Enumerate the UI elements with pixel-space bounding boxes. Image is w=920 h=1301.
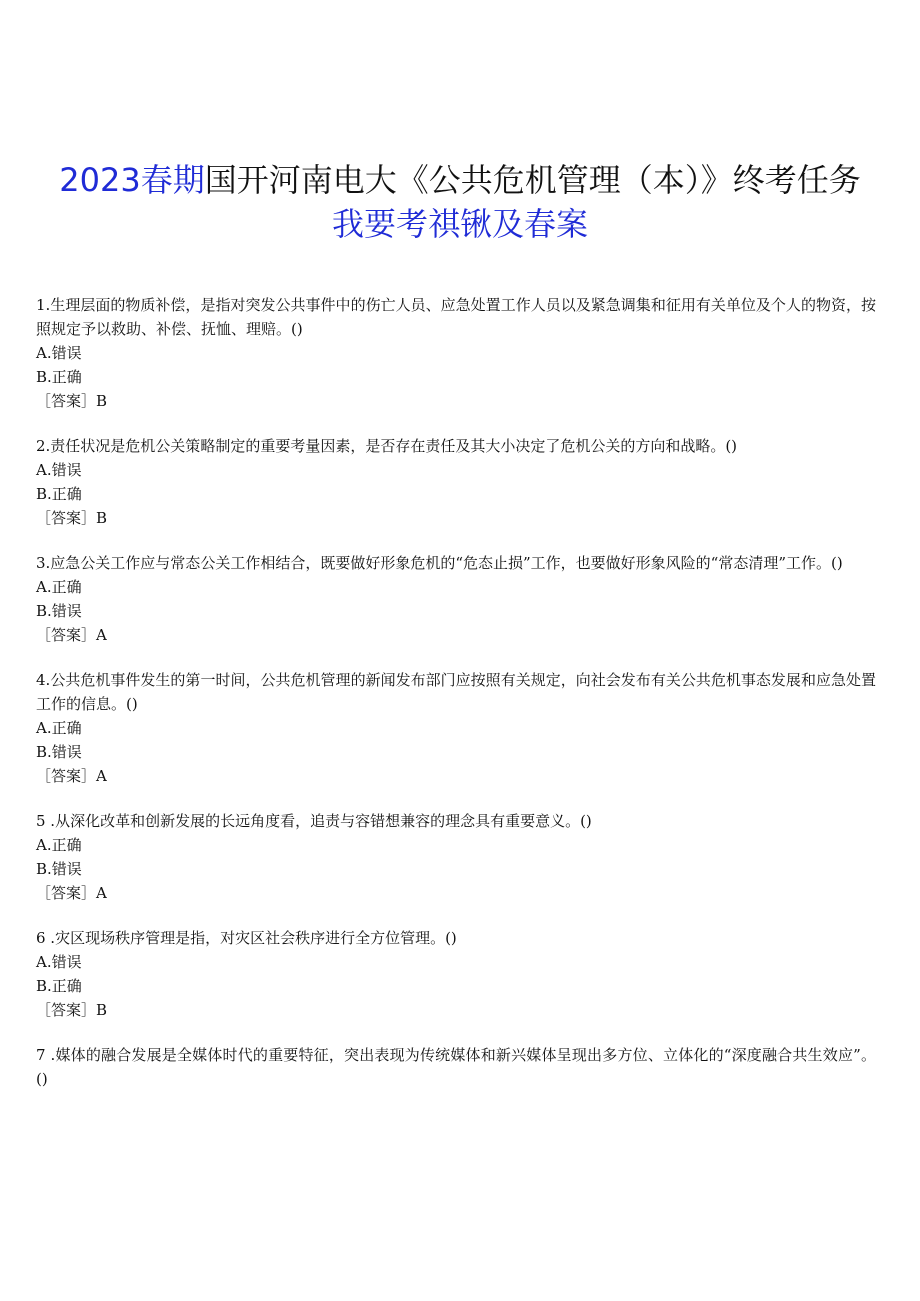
question-stem: 6 .灾区现场秩序管理是指，对灾区社会秩序进行全方位管理。() xyxy=(36,929,457,947)
option-a: A.正确 xyxy=(36,578,82,596)
question-stem: 3.应急公关工作应与常态公关工作相结合，既要做好形象危机的“危态止损”工作，也要做好形象风险的“常态清理”工作。() xyxy=(36,554,843,572)
question-item xyxy=(36,926,876,1022)
option-a: A.错误 xyxy=(36,344,82,362)
answer-line: ［答案］B xyxy=(36,1001,108,1019)
title-term: 2023春期 xyxy=(59,161,205,199)
answer-line: ［答案］A xyxy=(36,626,107,644)
question-stem: 4.公共危机事件发生的第一时间，公共危机管理的新闻发布部门应按照有关规定，向社会发布有关公共危机事态发展和应急处置工作的信息。() xyxy=(36,671,876,713)
question-item xyxy=(36,293,876,413)
question-item xyxy=(36,434,876,530)
answer-line: ［答案］A xyxy=(36,767,107,785)
question-item xyxy=(36,551,876,647)
option-a: A.错误 xyxy=(36,953,82,971)
question-item xyxy=(36,668,876,788)
question-item xyxy=(36,1043,876,1091)
question-stem: 2.责任状况是危机公关策略制定的重要考量因素，是否存在责任及其大小决定了危机公关的方向和战略。() xyxy=(36,437,738,455)
option-b: B.正确 xyxy=(36,368,82,386)
document-title xyxy=(30,158,890,246)
option-b: B.正确 xyxy=(36,485,82,503)
question-stem: 5 .从深化改革和创新发展的长远角度看，追责与容错想兼容的理念具有重要意义。() xyxy=(36,812,592,830)
question-list xyxy=(36,293,876,1112)
question-item xyxy=(36,809,876,905)
answer-line: ［答案］B xyxy=(36,509,108,527)
answer-line: ［答案］B xyxy=(36,392,108,410)
option-a: A.正确 xyxy=(36,836,82,854)
question-stem: 7 .媒体的融合发展是全媒体时代的重要特征，突出表现为传统媒体和新兴媒体呈现出多方位、立体化的“深度融合共生效应”。() xyxy=(36,1046,876,1088)
option-b: B.错误 xyxy=(36,743,82,761)
option-a: A.错误 xyxy=(36,461,82,479)
title-main: 国开河南电大《公共危机管理（本）》终考任务 xyxy=(204,161,861,199)
question-stem: 1.生理层面的物质补偿，是指对突发公共事件中的伤亡人员、应急处置工作人员以及紧急调集和征用有关单位及个人的物资，按照规定予以救助、补偿、抚恤、理赔。() xyxy=(36,296,876,338)
option-b: B.错误 xyxy=(36,860,82,878)
answer-line: ［答案］A xyxy=(36,884,107,902)
option-a: A.正确 xyxy=(36,719,82,737)
option-b: B.错误 xyxy=(36,602,82,620)
option-b: B.正确 xyxy=(36,977,82,995)
title-line-2: 我要考祺锹及春案 xyxy=(331,205,588,243)
title-line-1 xyxy=(30,158,890,202)
